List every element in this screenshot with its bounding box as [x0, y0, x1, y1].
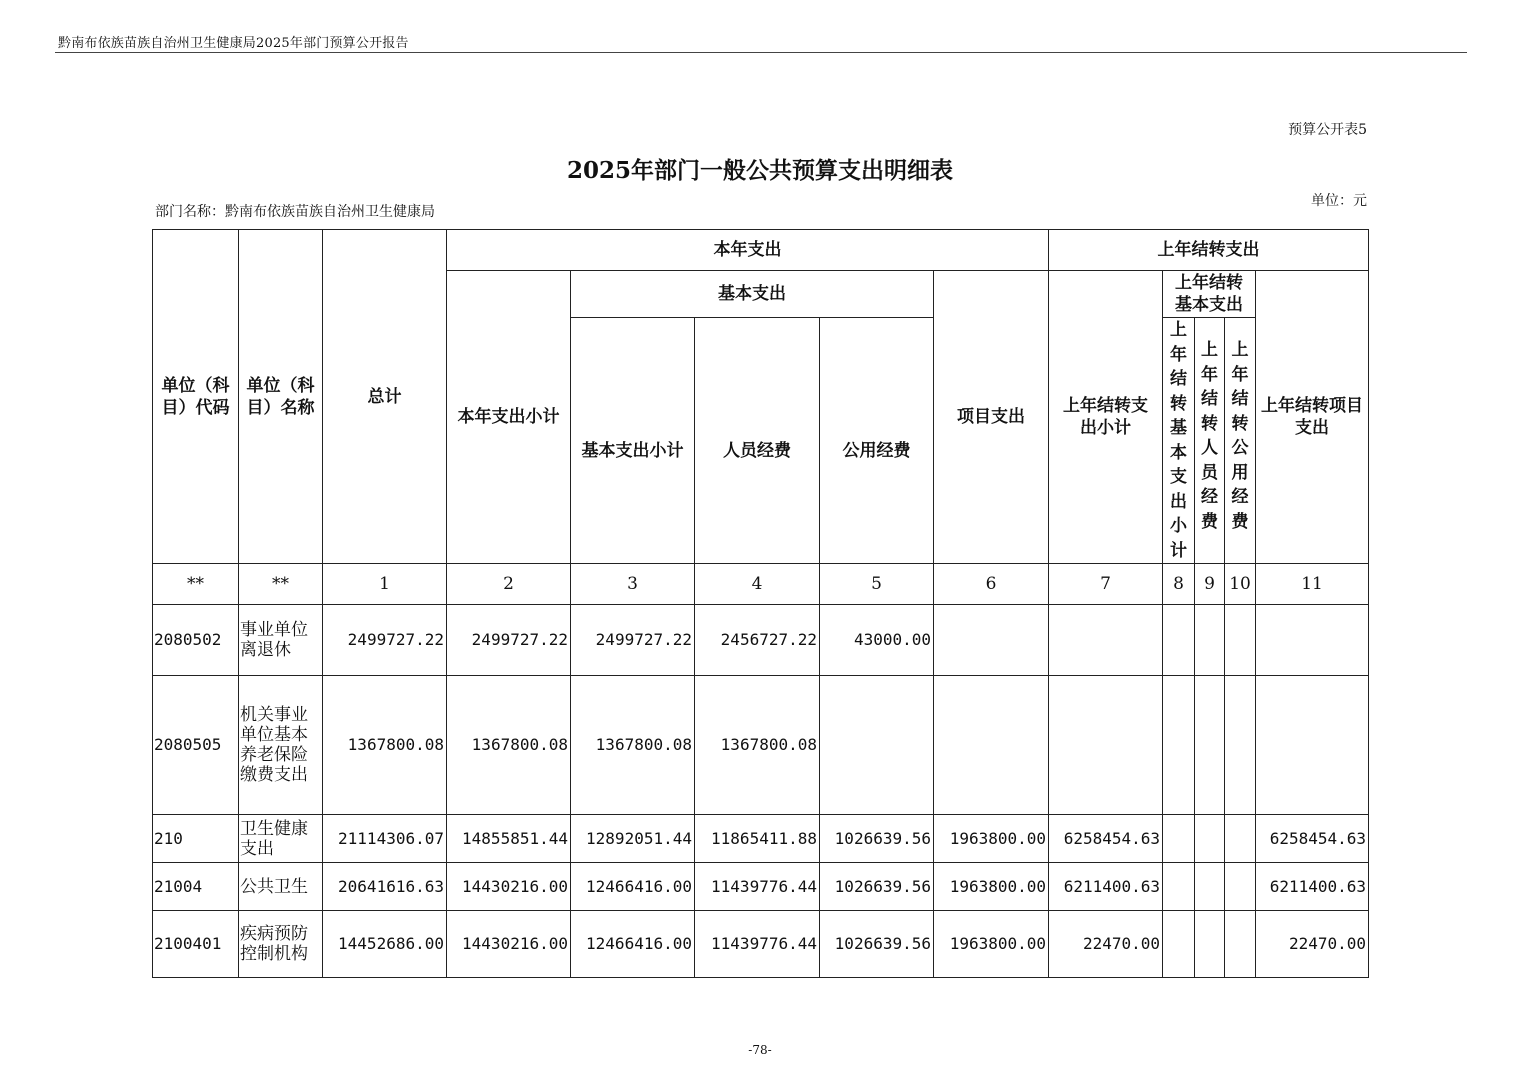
col-header-total-label: 总计 [367, 386, 402, 407]
table-row [153, 911, 1369, 978]
cell-carryover-public [1225, 911, 1256, 978]
index-cell: 5 [820, 564, 934, 605]
index-cell: 6 [934, 564, 1049, 605]
col-header-public: 公用经费 [820, 318, 934, 564]
department-label: 部门名称：黔南布依族苗族自治州卫生健康局 [155, 204, 435, 220]
row-name: 事业单位离退休 [239, 605, 323, 676]
unit-label: 单位：元 [1311, 193, 1367, 209]
col-header-name [239, 230, 323, 564]
row-code: 2080505 [153, 676, 239, 815]
col-header-carryover-basic-subtotal [1163, 318, 1195, 564]
col-header-carryover-personnel [1195, 318, 1225, 564]
col-header-code [153, 230, 239, 564]
table-row [153, 676, 1369, 815]
cell-carryover-project: 6211400.63 [1256, 863, 1369, 911]
cell-carryover-basic-subtotal [1163, 605, 1195, 676]
cell-project [934, 676, 1049, 815]
page-title: 2025年部门一般公共预算支出明细表 [566, 157, 953, 184]
index-cell: 7 [1049, 564, 1163, 605]
col-header-carryover: 上年结转支出 [1049, 230, 1369, 271]
row-name: 机关事业单位基本养老保险缴费支出 [239, 676, 323, 815]
index-cell: 3 [571, 564, 695, 605]
cell-carryover-subtotal [1049, 676, 1163, 815]
cell-personnel: 2456727.22 [695, 605, 820, 676]
col-header-basic: 基本支出 [571, 271, 934, 318]
cell-carryover-public [1225, 605, 1256, 676]
running-header: 黔南布依族苗族自治州卫生健康局2025年部门预算公开报告 [58, 36, 409, 51]
cell-carryover-personnel [1195, 911, 1225, 978]
cell-personnel: 11439776.44 [695, 863, 820, 911]
col-header-carryover-project: 上年结转项目支出 [1256, 271, 1369, 564]
table-row [153, 863, 1369, 911]
cell-current-subtotal: 2499727.22 [447, 605, 571, 676]
cell-basic-subtotal: 12466416.00 [571, 863, 695, 911]
table-body [153, 605, 1369, 978]
cell-carryover-subtotal: 6211400.63 [1049, 863, 1163, 911]
page-number: -78- [748, 1043, 772, 1057]
cell-carryover-subtotal [1049, 605, 1163, 676]
cell-carryover-public [1225, 863, 1256, 911]
cell-carryover-personnel [1195, 605, 1225, 676]
row-code: 210 [153, 815, 239, 863]
cell-carryover-project: 6258454.63 [1256, 815, 1369, 863]
cell-carryover-basic-subtotal [1163, 911, 1195, 978]
col-header-carryover-basic [1163, 271, 1256, 318]
cell-total: 21114306.07 [323, 815, 447, 863]
header-rule [55, 52, 1467, 53]
cell-project: 1963800.00 [934, 911, 1049, 978]
cell-basic-subtotal: 2499727.22 [571, 605, 695, 676]
cell-carryover-personnel [1195, 863, 1225, 911]
index-row [153, 564, 1369, 605]
cell-carryover-project [1256, 676, 1369, 815]
row-name: 疾病预防控制机构 [239, 911, 323, 978]
cell-carryover-public [1225, 676, 1256, 815]
table-row [153, 815, 1369, 863]
cell-carryover-personnel [1195, 815, 1225, 863]
cell-project: 1963800.00 [934, 815, 1049, 863]
cell-personnel: 11439776.44 [695, 911, 820, 978]
table-header [153, 230, 1369, 605]
row-name: 公共卫生 [239, 863, 323, 911]
row-code: 2080502 [153, 605, 239, 676]
cell-project [934, 605, 1049, 676]
col-header-carryover-personnel-label: 上年结转人员经费 [1201, 340, 1219, 532]
cell-project: 1963800.00 [934, 863, 1049, 911]
cell-public [820, 676, 934, 815]
index-cell: 11 [1256, 564, 1369, 605]
cell-current-subtotal: 1367800.08 [447, 676, 571, 815]
cell-total: 20641616.63 [323, 863, 447, 911]
table-row [153, 605, 1369, 676]
cell-basic-subtotal: 12466416.00 [571, 911, 695, 978]
index-cell: ** [239, 564, 323, 605]
index-cell: ** [153, 564, 239, 605]
cell-carryover-subtotal: 22470.00 [1049, 911, 1163, 978]
index-cell: 1 [323, 564, 447, 605]
cell-current-subtotal: 14855851.44 [447, 815, 571, 863]
cell-public: 1026639.56 [820, 863, 934, 911]
budget-table [152, 229, 1369, 978]
cell-carryover-public [1225, 815, 1256, 863]
cell-carryover-subtotal: 6258454.63 [1049, 815, 1163, 863]
cell-carryover-basic-subtotal [1163, 863, 1195, 911]
index-cell: 2 [447, 564, 571, 605]
index-cell: 10 [1225, 564, 1256, 605]
col-header-total [323, 230, 447, 564]
col-header-carryover-basic-label: 上年结转基本支出 [1175, 273, 1244, 315]
cell-public: 1026639.56 [820, 815, 934, 863]
col-header-carryover-public [1225, 318, 1256, 564]
col-header-carryover-subtotal: 上年结转支出小计 [1049, 271, 1163, 564]
cell-basic-subtotal: 1367800.08 [571, 676, 695, 815]
cell-public: 43000.00 [820, 605, 934, 676]
row-name: 卫生健康支出 [239, 815, 323, 863]
cell-public: 1026639.56 [820, 911, 934, 978]
cell-carryover-basic-subtotal [1163, 815, 1195, 863]
cell-current-subtotal: 14430216.00 [447, 863, 571, 911]
col-header-carryover-public-label: 上年结转公用经费 [1231, 340, 1249, 532]
col-header-current-subtotal: 本年支出小计 [447, 271, 571, 564]
col-header-project: 项目支出 [934, 271, 1049, 564]
cell-total: 2499727.22 [323, 605, 447, 676]
col-header-basic-subtotal: 基本支出小计 [571, 318, 695, 564]
cell-carryover-basic-subtotal [1163, 676, 1195, 815]
cell-basic-subtotal: 12892051.44 [571, 815, 695, 863]
index-cell: 4 [695, 564, 820, 605]
cell-carryover-project: 22470.00 [1256, 911, 1369, 978]
form-number: 预算公开表5 [1288, 122, 1367, 138]
cell-total: 1367800.08 [323, 676, 447, 815]
cell-total: 14452686.00 [323, 911, 447, 978]
cell-personnel: 1367800.08 [695, 676, 820, 815]
cell-carryover-project [1256, 605, 1369, 676]
cell-current-subtotal: 14430216.00 [447, 911, 571, 978]
index-cell: 8 [1163, 564, 1195, 605]
col-header-current-year: 本年支出 [447, 230, 1049, 271]
col-header-code-label: 单位（科目）代码 [161, 375, 230, 418]
cell-carryover-personnel [1195, 676, 1225, 815]
row-code: 21004 [153, 863, 239, 911]
cell-personnel: 11865411.88 [695, 815, 820, 863]
col-header-carryover-basic-subtotal-label: 上年结转基本支出小计 [1170, 320, 1188, 561]
row-code: 2100401 [153, 911, 239, 978]
index-cell: 9 [1195, 564, 1225, 605]
col-header-personnel: 人员经费 [695, 318, 820, 564]
col-header-name-label: 单位（科目）名称 [246, 375, 315, 418]
